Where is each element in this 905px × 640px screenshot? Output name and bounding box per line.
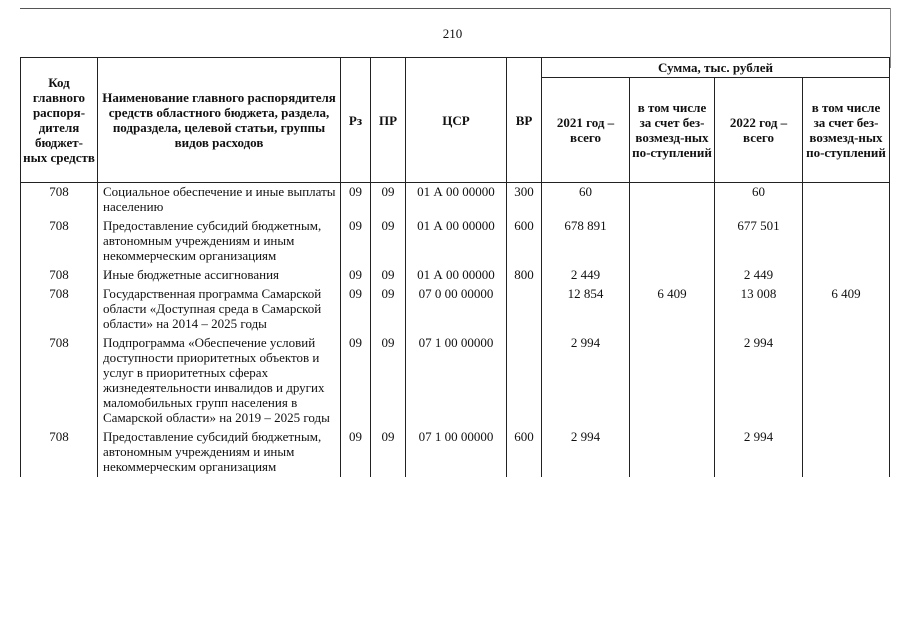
header-rz: Рз bbox=[341, 58, 371, 183]
cell-rz: 09 bbox=[341, 334, 371, 428]
cell-2022-total: 13 008 bbox=[715, 285, 803, 334]
table-row bbox=[21, 334, 890, 428]
cell-2021-total: 678 891 bbox=[542, 217, 630, 266]
cell-2021-total: 2 994 bbox=[542, 428, 630, 477]
cell-2021-free bbox=[630, 266, 715, 285]
cell-csr: 01 А 00 00000 bbox=[406, 183, 507, 218]
cell-code: 708 bbox=[21, 217, 98, 266]
cell-2022-free bbox=[803, 183, 890, 218]
cell-2022-total: 2 994 bbox=[715, 334, 803, 428]
cell-pr: 09 bbox=[371, 183, 406, 218]
cell-2021-total: 2 994 bbox=[542, 334, 630, 428]
cell-pr: 09 bbox=[371, 334, 406, 428]
cell-2021-total: 2 449 bbox=[542, 266, 630, 285]
cell-2022-total: 60 bbox=[715, 183, 803, 218]
cell-csr: 01 А 00 00000 bbox=[406, 217, 507, 266]
cell-vr bbox=[507, 285, 542, 334]
cell-2021-free bbox=[630, 217, 715, 266]
table-row bbox=[21, 428, 890, 477]
cell-vr bbox=[507, 334, 542, 428]
table-row bbox=[21, 266, 890, 285]
header-2022-total: 2022 год – всего bbox=[715, 78, 803, 183]
cell-code: 708 bbox=[21, 183, 98, 218]
header-code: Код главного распоря-дителя бюджет-ных средств bbox=[21, 58, 98, 183]
header-csr: ЦСР bbox=[406, 58, 507, 183]
cell-rz: 09 bbox=[341, 285, 371, 334]
header-name: Наименование главного распорядителя средств областного бюджета, раздела, подраздела, целевой статьи, группы видов расходов bbox=[98, 58, 341, 183]
cell-name: Иные бюджетные ассигнования bbox=[98, 266, 341, 285]
header-pr: ПР bbox=[371, 58, 406, 183]
cell-code: 708 bbox=[21, 266, 98, 285]
cell-name: Предоставление субсидий бюджетным, автономным учреждениям и иным некоммерческим организациям bbox=[98, 217, 341, 266]
cell-rz: 09 bbox=[341, 183, 371, 218]
cell-2022-free bbox=[803, 266, 890, 285]
cell-2022-total: 2 994 bbox=[715, 428, 803, 477]
cell-2021-free bbox=[630, 428, 715, 477]
cell-2021-free bbox=[630, 183, 715, 218]
cell-csr: 01 А 00 00000 bbox=[406, 266, 507, 285]
cell-code: 708 bbox=[21, 428, 98, 477]
cell-rz: 09 bbox=[341, 217, 371, 266]
top-rule bbox=[20, 8, 890, 9]
cell-2022-total: 677 501 bbox=[715, 217, 803, 266]
cell-pr: 09 bbox=[371, 266, 406, 285]
cell-vr: 600 bbox=[507, 428, 542, 477]
cell-2021-free: 6 409 bbox=[630, 285, 715, 334]
header-2021-total: 2021 год – всего bbox=[542, 78, 630, 183]
cell-rz: 09 bbox=[341, 428, 371, 477]
cell-vr: 300 bbox=[507, 183, 542, 218]
cell-2022-free bbox=[803, 428, 890, 477]
table-row bbox=[21, 183, 890, 218]
cell-vr: 800 bbox=[507, 266, 542, 285]
table-row bbox=[21, 217, 890, 266]
header-vr: ВР bbox=[507, 58, 542, 183]
table-header bbox=[21, 58, 890, 183]
cell-2022-free bbox=[803, 334, 890, 428]
cell-name: Подпрограмма «Обеспечение условий доступности приоритетных объектов и услуг в приоритетных сферах жизнедеятельности инвалидов и других маломобильных групп населения в Самарской области» на 2019 – 2025 годы bbox=[98, 334, 341, 428]
table-row bbox=[21, 285, 890, 334]
cell-rz: 09 bbox=[341, 266, 371, 285]
cell-pr: 09 bbox=[371, 285, 406, 334]
cell-2021-total: 12 854 bbox=[542, 285, 630, 334]
page-number: 210 bbox=[442, 26, 463, 41]
cell-csr: 07 0 00 00000 bbox=[406, 285, 507, 334]
cell-name: Государственная программа Самарской области «Доступная среда в Самарской области» на 2014 – 2025 годы bbox=[98, 285, 341, 334]
cell-code: 708 bbox=[21, 334, 98, 428]
cell-2022-total: 2 449 bbox=[715, 266, 803, 285]
cell-2022-free bbox=[803, 217, 890, 266]
cell-csr: 07 1 00 00000 bbox=[406, 428, 507, 477]
cell-2022-free: 6 409 bbox=[803, 285, 890, 334]
cell-2021-total: 60 bbox=[542, 183, 630, 218]
cell-code: 708 bbox=[21, 285, 98, 334]
cell-csr: 07 1 00 00000 bbox=[406, 334, 507, 428]
cell-name: Предоставление субсидий бюджетным, автономным учреждениям и иным некоммерческим организациям bbox=[98, 428, 341, 477]
cell-pr: 09 bbox=[371, 217, 406, 266]
cell-pr: 09 bbox=[371, 428, 406, 477]
cell-vr: 600 bbox=[507, 217, 542, 266]
budget-table bbox=[20, 57, 890, 477]
cell-2021-free bbox=[630, 334, 715, 428]
header-sum-group: Сумма, тыс. рублей bbox=[542, 58, 890, 78]
header-2022-free: в том числе за счет без-возмезд-ных по-ступлений bbox=[803, 78, 890, 183]
header-2021-free: в том числе за счет без-возмезд-ных по-ступлений bbox=[630, 78, 715, 183]
table-body bbox=[21, 183, 890, 478]
cell-name: Социальное обеспечение и иные выплаты населению bbox=[98, 183, 341, 218]
